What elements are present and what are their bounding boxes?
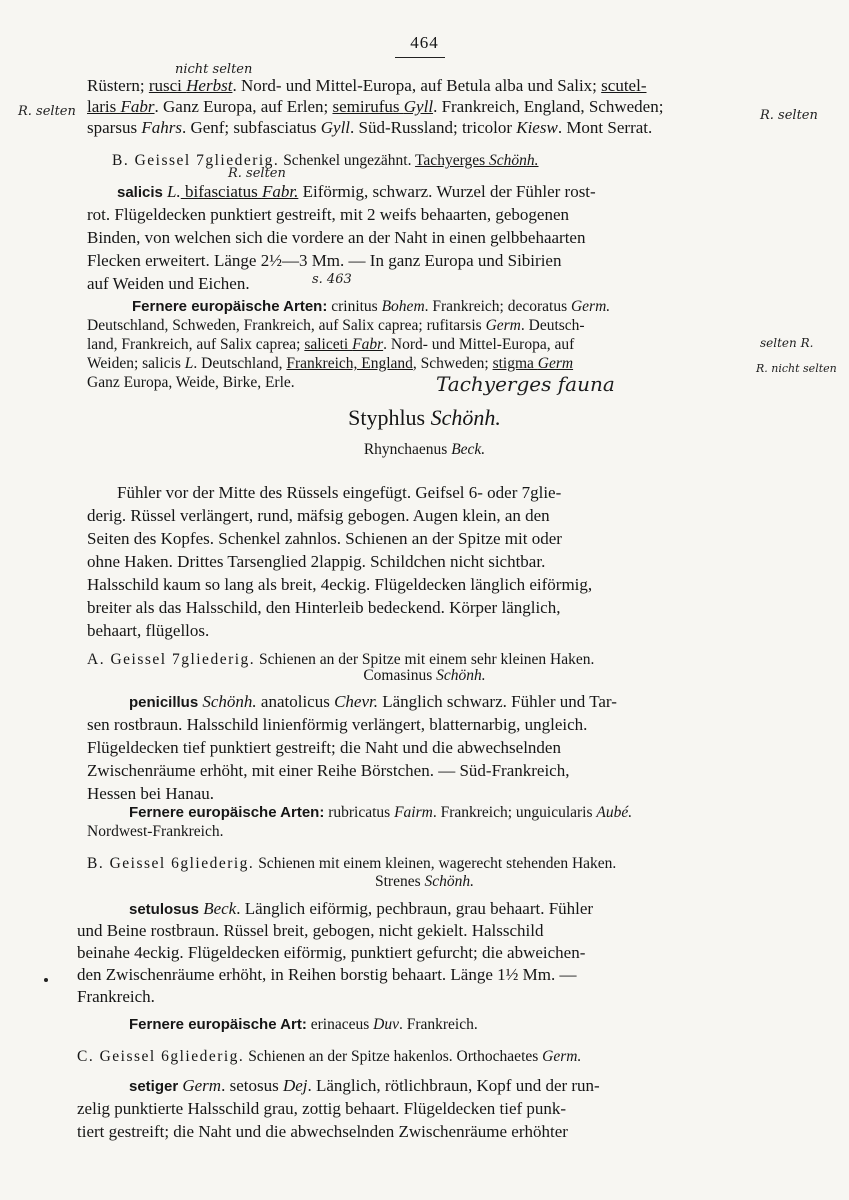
header-rule xyxy=(395,57,445,58)
text-line: Ganz Europa, Weide, Birke, Erle. xyxy=(87,374,295,391)
handwritten-note-stigma: R. nicht selten xyxy=(756,362,837,375)
text-line: tiert gestreift; die Naht und die abwechselnden Zwischenräume erhöhter xyxy=(77,1122,568,1141)
subsection-heading: B. Geissel 7gliederig. Schenkel ungezähnt. Tachyerges Schönh. xyxy=(112,152,539,169)
genus-description-line: behaart, flügellos. xyxy=(87,621,210,640)
genus-synonym: Rhynchaenus Beck. xyxy=(363,441,486,458)
text-line: auf Weiden und Eichen. xyxy=(87,274,250,293)
text-line: rot. Flügeldecken punktiert gestreift, mit 2 weifs behaarten, gebogenen xyxy=(87,205,569,224)
species-entry-line: setulosus Beck. Länglich eiförmig, pechbraun, grau behaart. Fühler xyxy=(129,899,594,918)
text-line: beinahe 4eckig. Flügeldecken eiförmig, punktiert gefurcht; die abweichen- xyxy=(77,943,586,962)
genus-description-line: Fühler vor der Mitte des Rüssels eingefügt. Geifsel 6- oder 7glie- xyxy=(117,483,562,502)
text-line: und Beine rostbraun. Rüssel breit, gebogen, nicht gekielt. Halsschild xyxy=(77,921,544,940)
text-line: zelig punktierte Halsschild grau, zottig behaart. Flügeldecken tief punk- xyxy=(77,1099,567,1118)
text-line: laris Fabr. Ganz Europa, auf Erlen; semirufus Gyll. Frankreich, England, Schweden; xyxy=(87,97,664,116)
text-line: Flügeldecken tief punktiert gestreift; die Naht und die abwechselnden xyxy=(87,738,561,757)
text-line: sen rostbraun. Halsschild linienförmig verlängert, blatternarbig, ungleich. xyxy=(87,715,588,734)
section-heading-b: B. Geissel 6gliederig. Schienen mit einem kleinen, wagerecht stehenden Haken. xyxy=(87,855,617,872)
genus-description-line: breiter als das Halsschild, den Hinterleib bedeckend. Körper länglich, xyxy=(87,598,561,617)
text-line: Deutschland, Schweden, Frankreich, auf Salix caprea; rufitarsis Germ. Deutsch- xyxy=(87,317,585,334)
genus-description-line: Halsschild kaum so lang als breit, 4eckig. Flügeldecken länglich eiförmig, xyxy=(87,575,593,594)
text-line: Rüstern; rusci Herbst. Nord- und Mittel-Europa, auf Betula alba und Salix; scutel- xyxy=(87,76,647,95)
text-line: den Zwischenräume erhöht, in Reihen borstig behaart. Länge 1½ Mm. — xyxy=(77,965,577,984)
genus-description-line: Seiten des Kopfes. Schenkel zahnlos. Schienen an der Spitze mit oder xyxy=(87,529,562,548)
subgenus-strenes: Strenes Schönh. xyxy=(374,873,475,890)
text-line: Fernere europäische Art: erinaceus Duv. Frankreich. xyxy=(129,1016,478,1033)
genus-description-line: ohne Haken. Drittes Tarsenglied 2lappig. Schildchen nicht sichtbar. xyxy=(87,552,546,571)
text-line: land, Frankreich, auf Salix caprea; saliceti Fabr. Nord- und Mittel-Europa, auf xyxy=(87,336,575,353)
text-line: Fernere europäische Arten: crinitus Bohem. Frankreich; decoratus Germ. xyxy=(132,298,611,315)
section-heading-a: A. Geissel 7gliederig. Schienen an der Spitze mit einem sehr kleinen Haken. xyxy=(87,651,595,668)
genus-description-line: derig. Rüssel verlängert, rund, mäfsig gebogen. Augen klein, an den xyxy=(87,506,550,525)
text-line: Weiden; salicis L. Deutschland, Frankreich, England, Schweden; stigma Germ xyxy=(87,355,574,372)
species-entry-line: penicillus Schönh. anatolicus Chevr. Länglich schwarz. Fühler und Tar- xyxy=(129,692,617,711)
text-line: Fernere europäische Arten: rubricatus Fairm. Frankreich; unguicularis Aubé. xyxy=(129,804,633,821)
handwritten-note-left: R. selten xyxy=(18,104,76,119)
text-line: Zwischenräume erhöht, mit einer Reihe Börstchen. — Süd-Frankreich, xyxy=(87,761,570,780)
section-heading-c: C. Geissel 6gliederig. Schienen an der Spitze hakenlos. Orthochaetes Germ. xyxy=(77,1048,582,1065)
page-number: 464 xyxy=(410,33,439,52)
genus-title: Styphlus Schönh. xyxy=(348,405,501,430)
subgenus-comasinus: Comasinus Schönh. xyxy=(363,667,486,684)
text-line: Nordwest-Frankreich. xyxy=(87,823,224,840)
species-entry-line: salicis L. bifasciatus Fabr. Eiförmig, schwarz. Wurzel der Fühler rost- xyxy=(117,182,596,201)
text-line: sparsus Fahrs. Genf; subfasciatus Gyll. Süd-Russland; tricolor Kiesw. Mont Serrat. xyxy=(87,118,653,137)
handwritten-signature-note: Tachyerges fauna xyxy=(436,372,615,396)
text-line: Binden, von welchen sich die vordere an der Naht in einen gelbbehaarten xyxy=(87,228,586,247)
text-line: Frankreich. xyxy=(77,987,155,1006)
ink-dot xyxy=(44,978,48,982)
handwritten-note-saliceti: selten R. xyxy=(760,336,814,350)
handwritten-note-right: R. selten xyxy=(760,108,818,123)
handwritten-note-nicht-selten: nicht selten xyxy=(175,62,253,77)
text-line: Flecken erweitert. Länge 2½—3 Mm. — In ganz Europa und Sibirien xyxy=(87,251,562,270)
handwritten-note-tachyerges: R. selten xyxy=(228,166,286,181)
handwritten-page-ref: s. 463 xyxy=(312,272,352,287)
species-entry-line: setiger Germ. setosus Dej. Länglich, rötlichbraun, Kopf und der run- xyxy=(129,1076,600,1095)
text-line: Hessen bei Hanau. xyxy=(87,784,214,803)
